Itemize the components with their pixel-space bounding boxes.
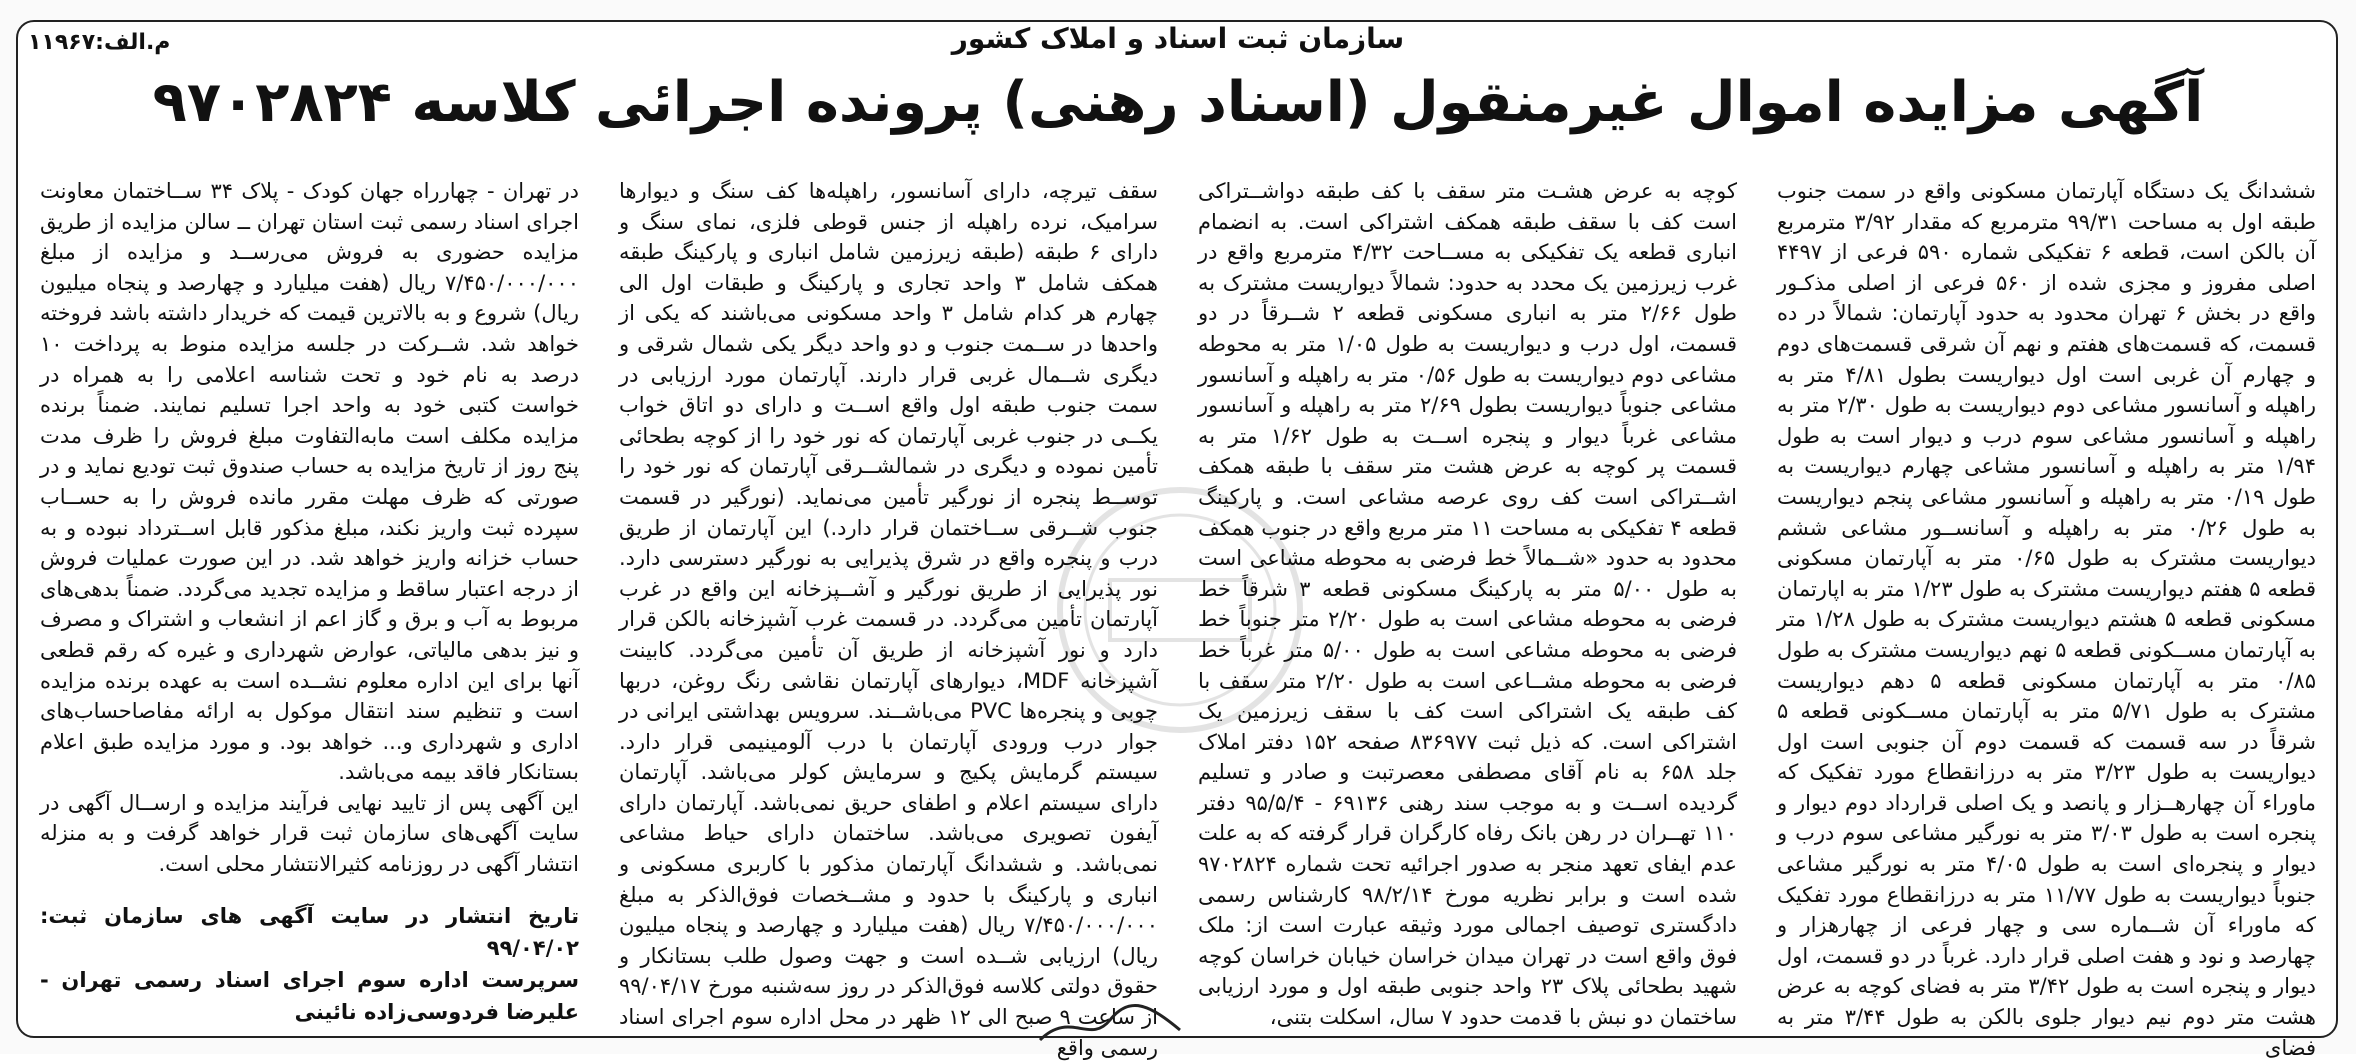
body-column-4 bbox=[40, 176, 579, 1024]
publication-note: این آگهی پس از تایید نهایی فرآیند مزایده و ارســال آگهی در سایت آگهی‌های سازمان ثبت قرار خواهد گرفت و به منزله انتشار آگهی در روزنامه کثیرالانتشار محلی است. bbox=[40, 790, 579, 877]
property-description-part-3: سقف تیرچه، دارای آسانسور، راهپله‌ها کف سنگ و دیوارها سرامیک، نرده راهپله از جنس قوطی فلزی، نمای سنگ و دارای ۶ طبقه (طبقه زیرزمین شامل انباری و پارکینگ طبقه همکف شامل ۳ واحد تجاری و پارکینگ و طبقات اول الی چهارم هر کدام شامل ۳ واحد مسکونی می‌باشند که یکی از واحدها در ســمت جنوب و دو واحد دیگر یکی شمال شرقی و دیگری شــمال غربی قرار دارند. آپارتمان مورد ارزیابی در سمت جنوب طبقه اول واقع اســت و دارای دو اتاق خواب یکــی در جنوب غربی آپارتمان که نور خود را از کوچه بطحائی تأمین نموده و دیگری در شمالشــرقی آپارتمان که نور خود را توســط پنجره از نورگیر تأمین می‌نماید. (نورگیر در قسمت جنوب شــرقی ســاختمان قرار دارد.) این آپارتمان از طریق درب و پنجره واقع در شرق پذیرایی به نورگیر دسترسی دارد. نور پذیرایی از طریق نورگیر و آشــپزخانه این واقع در غرب آپارتمان تأمین می‌گردد. در قسمت غرب آشپزخانه بالکن قرار دارد و نور آشپزخانه از طریق آن تأمین می‌گردد. کابینت آشپزخانه MDF، دیوارهای آپارتمان نقاشی رنگ روغن، دربها چوبی و پنجره‌ها PVC می‌باشــند. سرویس بهداشتی ایرانی در جوار درب ورودی آپارتمان با درب آلومینیمی قرار دارد. سیستم گرمایش پکیج و سرمایش کولر می‌باشد. آپارتمان دارای سیستم اعلام و اطفای حریق نمی‌باشد. آپارتمان دارای آیفون تصویری می‌باشد. ساختمان دارای حیاط مشاعی نمی‌باشد. و ششدانگ آپارتمان مذکور با کاربری مسکونی و انباری و پارکینگ با حدود و مشــخصات فوق‌الذکر به مبلغ ۷/۴۵۰/۰۰۰/۰۰۰ ریال (هفت میلیارد و چهارصد و پنجاه میلیون ریال) ارزیابی شــده است و جهت وصول طلب بستانکار و حقوق دولتی کلاسه فوق‌الذکر در روز سه‌شنبه مورخ ۹۹/۰۴/۱۷ از ساعت ۹ صبح الی ۱۲ ظهر در محل اداره سوم اجرای اسناد رسمی واقع bbox=[619, 179, 1159, 1060]
property-description-part-2: کوچه به عرض هشـت متر سقف با کف طبقه دواشــتراکی است کف با سقف طبقه همکف اشتراکی است. به انضمام انباری قطعه یک تفکیکی به مســاحت ۴/۳۲ مترمربع واقع در غرب زیرزمین یک محدد به حدود: شمالاً دیواریست مشترک به طول ۲/۶۶ متر به انباری مسکونی قطعه ۲ شــرقاً در دو قسمت، اول درب و دیواریست به طول ۱/۰۵ متر به محوطه مشاعی دوم دیواریست به طول ۰/۵۶ متر به راهپله و آسانسور مشاعی جنوباً دیواریست بطول ۲/۶۹ متر به راهپله و آسانسور مشاعی غرباً دیوار و پنجره اســت به طول ۱/۶۲ متر به قسمت پر کوچه به عرض هشت متر سقف با طبقه همکف اشــتراکی است کف روی عرصه مشاعی است. و پارکینگ قطعه ۴ تفکیکی به مساحت ۱۱ متر مربع واقع در جنوب همکف محدود به حدود «شــمالاً خط فرضی به محوطه مشاعی است به طول ۵/۰۰ متر به پارکینگ مسکونی قطعه ۳ شرقاً خط فرضی به محوطه مشاعی است به طول ۲/۲۰ متر جنوباً خط فرضی به محوطه مشاعی است به طول ۵/۰۰ متر غرباً خط فرضی به محوطه مشــاعی است به طول ۲/۲۰ متر سقف با کف طبقه یک اشتراکی است کف با سقف زیرزمین یک اشتراکی است. که ذیل ثبت ۸۳۶۹۷۷ صفحه ۱۵۲ دفتر املاک جلد ۶۵۸ به نام آقای مصطفی معصرتبت و صادر و تسلیم گردیده اســت و به موجب سند رهنی ۶۹۱۳۶ - ۹۵/۵/۴ دفتر ۱۱۰ تهــران در رهن بانک رفاه کارگران قرار گرفته که به علت عدم ایفای تعهد منجر به صدور اجرائیه تحت شماره ۹۷۰۲۸۲۴ شده است و برابر نظریه مورخ ۹۸/۲/۱۴ کارشناس رسمی دادگستری توصیف اجمالی مورد وثیقه عبارت است از: ملک فوق واقع است در تهران میدان خراسان خیابان خراسان کوچه شهید بطحائی پلاک ۲۳ واحد جنوبی طبقه اول و مورد ارزیابی ساختمان دو نبش با قدمت حدود ۷ سال، اسکلت بتنی، bbox=[1198, 179, 1738, 1030]
organization-name: سازمان ثبت اسناد و املاک کشور bbox=[951, 22, 1405, 55]
body-column-3 bbox=[619, 176, 1159, 1060]
property-description-part-1: ششدانگ یک دستگاه آپارتمان مسکونی واقع در سمت جنوب طبقه اول به مساحت ۹۹/۳۱ مترمربع که مقدار ۳/۹۲ مترمربع آن بالکن است، قطعه ۶ تفکیکی شماره ۵۹۰ فرعی از ۴۴۹۷ اصلی مفروز و مجزی شده از ۵۶۰ فرعی از اصلی مذکـور واقع در بخش ۶ تهران محدود به حدود آپارتمان: شمالاً در ده قسمت، که قسمت‌های هفتم و نهم آن شرقی قسمت‌های دوم و چهارم آن غربی است اول دیواریست بطول ۴/۸۱ متر به راهپله و آسانسور مشاعی دوم دیواریست به طول ۲/۳۰ متر به راهپله و آسانسور مشاعی سوم درب و دیوار است به طول ۱/۹۴ متر به راهپله و آسانسور مشاعی چهارم دیواریست به طول ۰/۱۹ متر به راهپله و آسانسور مشاعی پنجم دیواریست به طول ۰/۲۶ متر به راهپله و آسانســور مشاعی ششم دیواریست مشترک به طول ۰/۶۵ متر به آپارتمان مسکونی قطعه ۵ هفتم دیواریست مشترک به طول ۱/۲۳ متر به اپارتمان مسکونی قطعه ۵ هشتم دیواریست مشترک به طول ۱/۲۸ متر به آپارتمان مســکونی قطعه ۵ نهم دیواریست مشترک به طول ۰/۸۵ متر به آپارتمان مسکونی قطعه ۵ دهم دیواریست مشترک به طول ۵/۷۱ متر به آپارتمان مســکونی قطعه ۵ شرقاً در سه قسمت که قسمت دوم آن جنوبی است اول دیواریست به طول ۳/۲۳ متر به درزانقطاع مورد تفکیک که ماوراء آن چهارهــزار و پانصد و یک اصلی قرارداد دوم دیوار و پنجره است به طول ۳/۰۳ متر به نورگیر مشاعی سوم درب و دیوار و پنجره‌ای است به طول ۴/۰۵ متر به نورگیر مشاعی جنوباً دیواریست به طول ۱۱/۷۷ متر به درزانقطاع مورد تفکیک که ماوراء آن شــماره سی و چهار فرعی از چهارهزار و چهارصد و نود و هفت اصلی قرار دارد. غرباً در دو قسمت، اول دیوار و پنجره است به طول ۳/۴۲ متر به فضای کوچه به عرض هشت متر دوم نیم دیوار جلوی بالکن به طول ۳/۴۴ متر به فضای bbox=[1777, 179, 2317, 1060]
signatory: سرپرست اداره سوم اجرای اسناد رسمی تهران - علیرضا فردوسی‌زاده نائینی bbox=[40, 967, 579, 1024]
ad-headline: آگهی مزایده اموال غیرمنقول (اسناد رهنی) پرونده اجرائی کلاسه ۹۷۰۲۸۲۴ bbox=[152, 70, 2204, 135]
publish-date: تاریخ انتشار در سایت آگهی های سازمان ثبت: ۹۹/۰۴/۰۲ bbox=[40, 903, 579, 960]
ad-reference-number: م.الف:۱۱۹۶۷ bbox=[28, 30, 171, 55]
body-column-1 bbox=[1777, 176, 2317, 1060]
body-column-2 bbox=[1198, 176, 1738, 1030]
ad-footer bbox=[40, 900, 579, 1028]
body-columns bbox=[40, 176, 2317, 1060]
auction-terms: در تهران - چهارراه جهان کودک - پلاک ۳۴ ســاختمان معاونت اجرای اسناد رسمی ثبت استان تهران ــ سالن مزایده از طریق مزایده حضوری به فروش می‌رســد و مزایده از مبلغ ۷/۴۵۰/۰۰۰/۰۰۰ ریال (هفت میلیارد و چهارصد و پنجاه میلیون ریال) شروع و به بالاترین قیمت که خریدار داشته باشد فروخته خواهد شد. شــرکت در جلسه مزایده منوط به پرداخت ۱۰ درصد به نام خود و تحت شناسه اعلامی را به همراه در خواست کتبی خود به واحد اجرا تسلیم نمایند. ضمناً برنده مزایده مکلف است مابه‌التفاوت مبلغ فروش را ظرف مدت پنج روز از تاریخ مزایده به حساب صندوق ثبت تودیع نماید و در صورتی که ظرف مهلت مقرر مانده فروش را به حســاب سپرده ثبت واریز نکند، مبلغ مذکور قابل اســترداد نبوده و به حساب خزانه واریز خواهد شد. در این صورت عملیات فروش از درجه اعتبار ساقط و مزایده تجدید می‌گردد. ضمناً بدهی‌های مربوط به آب و برق و گاز اعم از انشعاب و اشتراک و مصرف و نیز بدهی مالیاتی، عوارض شهرداری و غیره که رقم قطعی آنها برای این اداره معلوم نشــده است به عهده برنده مزایده است و تنظیم سند انتقال موکول به ارائه مفاصاحساب‌های اداری و شهرداری و... خواهد بود. و مورد مزایده طبق اعلام بستانکار فاقد بیمه می‌باشد. bbox=[40, 179, 579, 785]
